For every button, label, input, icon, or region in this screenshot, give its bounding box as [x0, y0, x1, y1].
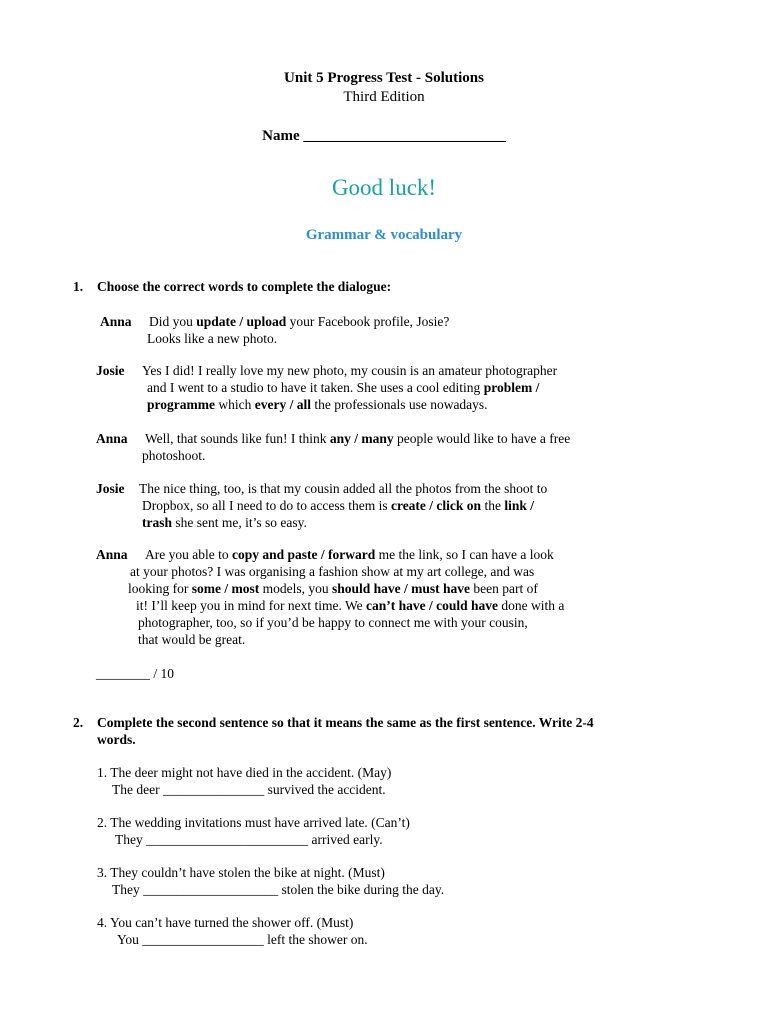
word-choice: any / many [329, 431, 394, 446]
dialogue-line [138, 614, 528, 631]
dialogue-line [145, 546, 554, 563]
dialogue-text: done with a [498, 598, 565, 613]
name-blank: ___________________________ [303, 128, 506, 144]
dialogue-text: been part of [470, 581, 538, 596]
dialogue-line [147, 330, 277, 347]
dialogue-text: your Facebook profile, Josie? [286, 314, 450, 329]
word-choice: can’t have / could have [366, 598, 499, 613]
q1-prompt: Choose the correct words to complete the dialogue: [97, 279, 392, 294]
word-choice: programme [147, 397, 215, 412]
dialogue-text: she sent me, it’s so easy. [172, 515, 307, 530]
word-choice: some / most [191, 581, 260, 596]
dialogue-text: Did you [149, 314, 197, 329]
q2-item-1-second: The deer _______________ survived the accident. [112, 782, 386, 797]
dialogue-line [142, 447, 205, 464]
dialogue-text: Well, that sounds like fun! I think [145, 431, 330, 446]
page-title: Unit 5 Progress Test - Solutions [284, 70, 484, 86]
q2-prompt-line1: Complete the second sentence so that it means the same as the first sentence. Write 2-4 [97, 715, 594, 730]
q2-prompt-line2: words. [97, 732, 136, 747]
name-label: Name [262, 128, 300, 144]
dialogue-line [149, 313, 449, 330]
q2-item-2-second: They ________________________ arrived early. [115, 832, 383, 847]
dialogue-line [142, 514, 307, 531]
q1-score: ________ / 10 [96, 666, 175, 681]
dialogue-text: Looks like a new photo. [147, 331, 278, 346]
dialogue-text: Dropbox, so all I need to do to access them is [142, 498, 391, 513]
dialogue-text: people would like to have a free [393, 431, 571, 446]
dialogue-text: that would be great. [138, 632, 246, 647]
word-choice: problem / [483, 380, 540, 395]
speaker-label: Anna [96, 431, 128, 446]
q2-item-4-second: You __________________ left the shower on. [117, 932, 368, 947]
dialogue-line [130, 563, 534, 580]
word-choice: link / [504, 498, 534, 513]
good-luck-heading: Good luck! [331, 175, 437, 200]
dialogue-line [138, 631, 245, 648]
word-choice: trash [142, 515, 172, 530]
q1-number: 1. [73, 279, 84, 294]
word-choice: every / all [254, 397, 311, 412]
q2-number: 2. [73, 715, 84, 730]
dialogue-line [128, 580, 538, 597]
dialogue-text: The nice thing, too, is that my cousin added all the photos from the shoot to [139, 481, 548, 496]
dialogue-line [145, 430, 570, 447]
dialogue-text: Are you able to [145, 547, 232, 562]
word-choice: create / click on [390, 498, 482, 513]
dialogue-text: photoshoot. [142, 448, 206, 463]
name-field [0, 128, 768, 145]
dialogue-text: photographer, too, so if you’d be happy to connect me with your cousin, [138, 615, 528, 630]
dialogue-line [136, 597, 564, 614]
q2-item-3-second: They ____________________ stolen the bike during the day. [112, 882, 445, 897]
word-choice: update / upload [196, 314, 287, 329]
dialogue-text: me the link, so I can have a look [375, 547, 554, 562]
speaker-label: Anna [100, 314, 132, 329]
dialogue-text: which [214, 397, 255, 412]
section-heading: Grammar & vocabulary [305, 227, 463, 243]
dialogue-text: at your photos? I was organising a fashion show at my art college, and was [130, 564, 535, 579]
dialogue-text: Yes I did! I really love my new photo, my cousin is an amateur photographer [142, 363, 558, 378]
dialogue-line [142, 497, 534, 514]
dialogue-text: looking for [128, 581, 192, 596]
dialogue-line [147, 379, 539, 396]
q2-item-2-first: 2. The wedding invitations must have arrived late. (Can’t) [97, 815, 410, 830]
speaker-label: Josie [96, 363, 125, 378]
q2-item-3-first: 3. They couldn’t have stolen the bike at night. (Must) [97, 865, 385, 880]
speaker-label: Josie [96, 481, 125, 496]
dialogue-line [142, 362, 557, 379]
word-choice: should have / must have [332, 581, 471, 596]
word-choice: copy and paste / forward [231, 547, 376, 562]
dialogue-line [147, 396, 488, 413]
dialogue-text: the [481, 498, 505, 513]
dialogue-text: it! I’ll keep you in mind for next time. We [136, 598, 366, 613]
edition-subtitle: Third Edition [343, 89, 425, 105]
dialogue-text: the professionals use nowadays. [310, 397, 488, 412]
dialogue-text: and I went to a studio to have it taken. She uses a cool editing [147, 380, 484, 395]
q2-item-4-first: 4. You can’t have turned the shower off. (Must) [97, 915, 354, 930]
dialogue-line [139, 480, 547, 497]
speaker-label: Anna [96, 547, 128, 562]
dialogue-text: models, you [259, 581, 332, 596]
q2-item-1-first: 1. The deer might not have died in the accident. (May) [97, 765, 392, 780]
